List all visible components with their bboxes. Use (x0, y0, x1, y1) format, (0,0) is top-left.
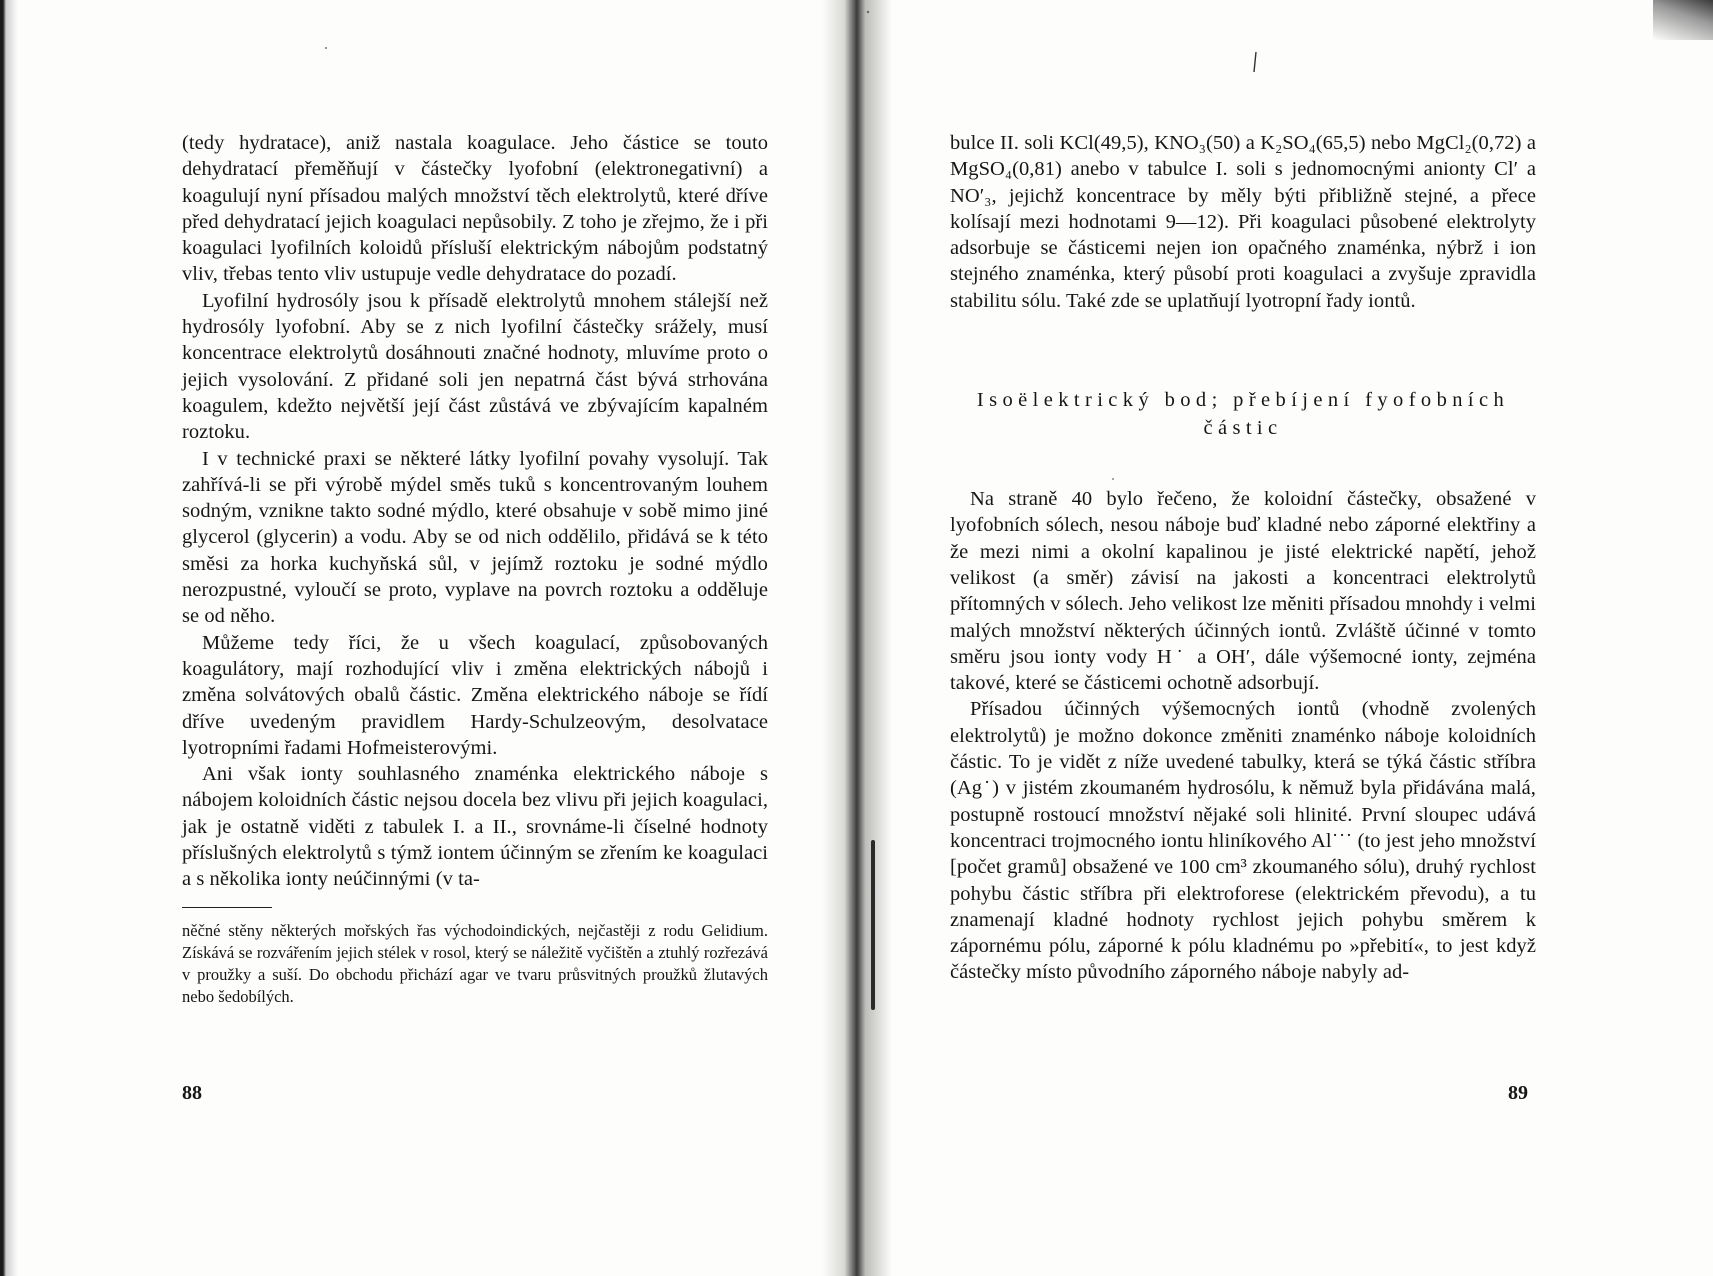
footnote-divider (182, 907, 272, 908)
paragraph: (tedy hydratace), aniž nastala koagulace. Jeho částice se touto dehydratací přeměňují v částečky lyofobní (elektronegativní) a koagulují nyní přísadou malých množství těch elektrolytů, které dříve před dehydratací jejich koagulaci nepůsobily. Z toho je zřejmo, že i při koagulaci lyofilních koloidů přísluší elektrickým nábojům podstatný vliv, třebas tento vliv ustupuje vedle dehydratace do pozadí. (182, 132, 768, 286)
right-page-body-top (950, 130, 1536, 314)
left-page (182, 130, 768, 1008)
section-heading: Isoëlektrický bod; přebíjení fyofobních částic (976, 389, 1510, 440)
paragraph: Můžeme tedy říci, že u všech koagulací, způsobovaných koagulátory, mají rozhodující vliv i změna elektrických nábojů i změna solvátových obalů částic. Změna elektrického náboje se řídí dříve uvedeným pravidlem Hardy-Schulzeovým, desolvatace lyotropními řadami Hofmeisterovými. (182, 631, 768, 759)
footnote: něčné stěny některých mořských řas východoindických, nejčastěji z rodu Gelidium. Získává se rozvářením jejich stélek v rosol, který se náležitě vyčištěn a ztuhlý rozřezává v proužky a suší. Do obchodu přichází agar ve tvaru průsvitných proužků žlutavých nebo šedobílých. (182, 920, 768, 1006)
left-page-edge-shadow (0, 0, 18, 1276)
paragraph: Lyofilní hydrosóly jsou k přísadě elektrolytů mnohem stálejší než hydrosóly lyofobní. Aby se z nich lyofilní částečky srážely, musí koncentrace elektrolytů dosáhnouti značné hodnoty, mluvíme proto o jejich vysolování. Z přidané soli jen nepatrná část bývá strhována koagulem, kdežto největší její část zůstává ve zbývajícím kapalném roztoku. (182, 289, 768, 444)
paragraph: bulce II. soli KCl(49,5), KNO₃(50) a K₂SO₄(65,5) nebo MgCl₂(0,72) a MgSO₄(0,81) anebo v tabulce I. soli s jednomocnými anionty Cl′ a NO′₃, jejichž koncentrace by měly býti přibližně stejné, a přece kolísají mezi hodnotami 9—12). Při koagulaci působené elektrolyty adsorbuje se částicemi nejen ion opačného znaménka, nýbrž i ion stejného znaménka, který působí proti koagulaci a zvyšuje zpravidla stabilitu sólu. Také zde se uplatňují lyotropní řady iontů. (950, 132, 1536, 312)
page-number-left: 88 (182, 1082, 202, 1104)
paragraph: I v technické praxi se některé látky lyofilní povahy vysolují. Tak zahřívá-li se při výrobě mýdel směs tuků s koncentrovaným louhem sodným, vznikne takto sodné mýdlo, které obsahuje v sobě mimo jiné glycerol (glycerin) a vodu. Aby se od nich oddělilo, přidává se k této směsi za horka kuchyňská sůl, v jejímž roztoku je sodné mýdlo nerozpustné, vyloučí se proto, vyplave na povrch roztoku a odděluje se od něho. (182, 447, 768, 628)
paragraph: Ani však ionty souhlasného znaménka elektrického náboje s nábojem koloidních částic nejsou docela bez vlivu při jejich koagulaci, jak je ostatně viděti z tabulek I. a II., srovnáme-li číselné hodnoty příslušných elektrolytů s týmž iontem účinným se zřením ke koagulaci a s několika ionty neúčinnými (v ta- (182, 763, 768, 891)
right-page (950, 130, 1536, 986)
paragraph: Na straně 40 bylo řečeno, že koloidní částečky, obsažené v lyofobních sólech, nesou náboje buď kladné nebo záporné elektřiny a že mezi nimi a okolní kapalinou je jisté elektrické napětí, jehož velikost (a směr) závisí na jakosti a koncentraci elektrolytů přítomných v sólech. Jeho velikost lze měniti přísadou mnohdy i velmi malých množství některých účinných iontů. Zvláště účinné v tomto směru jsou ionty vody H˙ a OH′, dále výšemocné ionty, zejména takové, které se částicemi ochotně adsorbují. (950, 488, 1536, 695)
right-page-body-bottom (950, 486, 1536, 986)
spine-binding-mark (871, 840, 875, 1010)
book-gutter (822, 0, 892, 1276)
page-number-right: 89 (1508, 1082, 1528, 1104)
paragraph: Přísadou účinných výšemocných iontů (vhodně zvolených elektrolytů) je možno dokonce změniti znaménko náboje koloidních částic. To je vidět z níže uvedené tabulky, která se týká částic stříbra (Ag˙) v jistém zkoumaném hydrosólu, k němuž byla přidávána malá, postupně rostoucí množství nějaké soli hlinité. První sloupec udává koncentraci trojmocného iontu hliníkového Al˙˙˙ (to jest jeho množství [počet gramů] obsažené ve 100 cm³ zkoumaného sólu), druhý rychlost pohybu částic stříbra při elektroforese (elektrickém převodu), a tu znamenají kladné hodnoty rychlost jejich pohybu směrem k zápornému pólu, záporné k pólu kladnému po »přebití«, to jest když částečky místo původního záporného náboje nabyly ad- (950, 698, 1536, 984)
left-page-body (182, 130, 768, 893)
right-page-corner-shadow (1653, 0, 1713, 40)
